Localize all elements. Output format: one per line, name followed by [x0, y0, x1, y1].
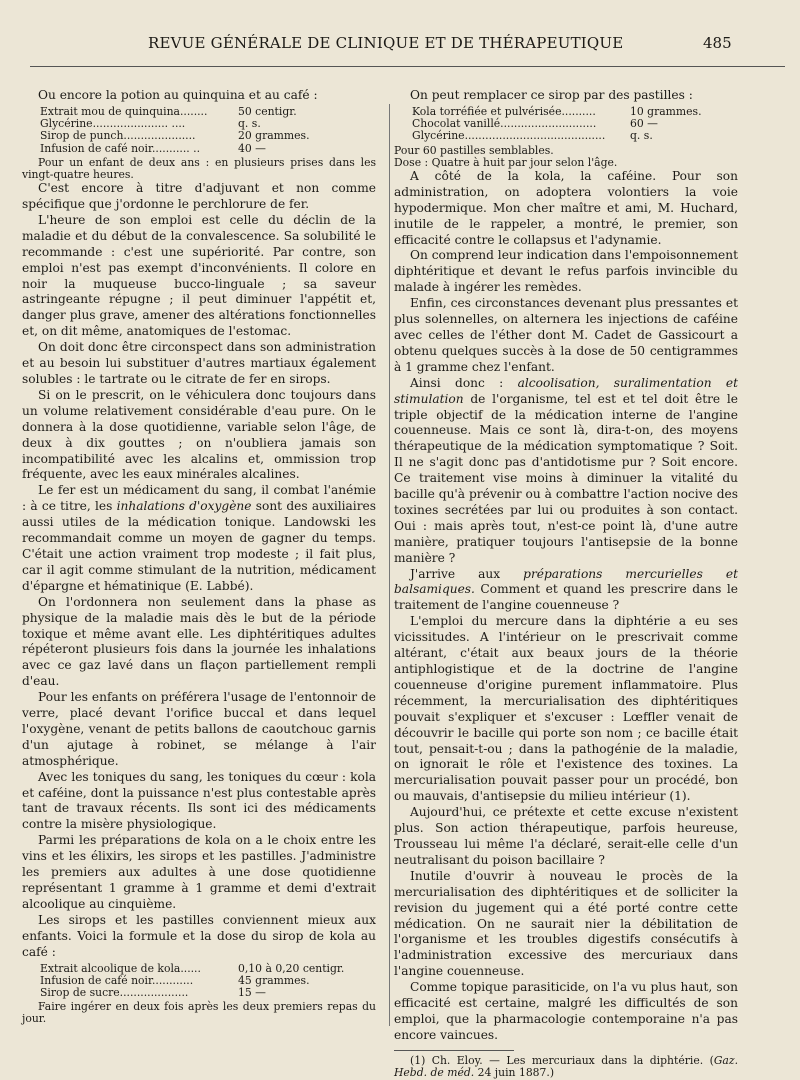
recipe-quantity: q. s.	[238, 117, 261, 131]
paragraph: Inutile d'ouvrir à nouveau le procès de la mercurialisation des diphtéritiques et de solliciter la revision du jugement qui a été porté contre cette médication. On ne saurait nier la débilitation de l'organisme et les troubles digestifs consécutifs à l'administration excessive des mercuriaux dans l'angine couenneuse.	[394, 868, 738, 979]
italic-term: inhalations d'oxygène	[116, 499, 252, 514]
recipe-ingredient: Glycérine.........................................	[412, 129, 606, 143]
recipe-ingredient: Chocolat vanillé............................	[412, 117, 597, 131]
recipe-ingredient: Infusion de café noir............	[40, 973, 194, 987]
page-header	[0, 34, 800, 58]
paragraph: L'heure de son emploi est celle du déclin de la maladie et du début de la convalescence. Sa solubilité le recommande : c'est une supériorité. Par contre, son emploi n'est pas exempt d'inconvénients. Il colore en noir la muqueuse bucco-linguale ; sa saveur astringeante répugne ; il peut diminuer l'appétit et, danger plus grave, amener des altérations fonctionnelles et, on dit même, anatomiques de l'estomac.	[22, 212, 376, 339]
text-run: J'arrive aux	[410, 566, 524, 581]
text-run: de l'organisme, tel est et tel doit être le triple objectif de la médication interne de l'angine couenneuse. Mais ce sont là, dira-t-on, des moyens thérapeutique de la médication symptomatique ? Soit. Il ne s'agit donc pas d'antidotisme pur ? Soit encore. Ce traitement vise moins à diminuer la vitalité du bacille qu'à prévenir ou à combattre l'action nocive des toxines secrétées par lui ou produites à son contact. Oui : mais après tout, n'est-ce point là, d'une autre manière, pratiquer toujours l'antisepsie de la bonne manière ?	[394, 391, 738, 565]
paragraph: Pour les enfants on préférera l'usage de l'entonnoir de verre, placé devant l'orifice buccal et dans lequel l'oxygène, venant de petits ballons de caoutchouc garnis d'un ajutage à robinet, se mélange à l'air atmosphérique.	[22, 690, 376, 768]
recipe-ingredient: Extrait alcoolique de kola......	[40, 961, 201, 975]
recipe-quantity: 0,10 à 0,20 centigr.	[238, 961, 345, 975]
paragraph: C'est encore à titre d'adjuvant et non comme spécifique que j'ordonne le perchlorure de fer.	[22, 181, 376, 212]
text-run: 24 juin 1887.)	[474, 1066, 555, 1080]
paragraph: Les sirops et les pastilles conviennent mieux aux enfants. Voici la formule et la dose du sirop de kola au café :	[22, 912, 376, 959]
recipe-quantity: q. s.	[630, 129, 653, 143]
italic-term: Gaz. Hebd. de méd.	[394, 1053, 738, 1080]
paragraph: A côté de la kola, la caféine. Pour son administration, on adoptera volontiers la voie hypodermique. Mon cher maître et ami, M. Huchard, inutile de le rappeler, a montré, le premier, son efficacité contre le collapsus et l'adynamie.	[394, 168, 738, 247]
recipe-line	[40, 143, 376, 155]
recipe-line	[40, 130, 376, 142]
left-column	[22, 88, 376, 1026]
text-run: Ainsi donc :	[410, 375, 518, 390]
page-number: 485	[703, 34, 732, 52]
recipe-quantity: 15 —	[238, 985, 266, 999]
recipe-quantity: 60 —	[630, 117, 658, 131]
text-run: Le fer est un médicament du sang, il combat l'anémie : à ce titre, les	[22, 483, 376, 514]
paragraph: Avec les toniques du sang, les toniques du cœur : kola et caféine, dont la puissance n'est plus contestable après tant de travaux récents. Ils sont ici des médicaments contre la misère physiologique.	[22, 769, 376, 832]
recipe-ingredient: Sirop de punch.....................	[40, 129, 196, 143]
recipe-kola-pastilles	[412, 106, 738, 143]
recipe-quantity: 40 —	[238, 141, 266, 155]
paragraph: On l'ordonnera non seulement dans la phase as physique de la maladie mais dès le but de la période toxique et même avant elle. Les diphtéritiques adultes répéteront plusieurs fois dans la journée les inhalations avec ce gaz lavé dans un flaçon partiellement rempli d'eau.	[22, 594, 376, 689]
recipe-note: Pour 60 pastilles semblables.	[394, 143, 554, 157]
footnote-rule	[394, 1050, 514, 1051]
paragraph: Ou encore la potion au quinquina et au café :	[38, 88, 318, 102]
recipe-note: Pour un enfant de deux ans : en plusieurs prises dans les vingt-quatre heures.	[22, 155, 376, 181]
paragraph	[394, 567, 738, 615]
text-run: Comment et quand les prescrire dans le traitement de l'angine couenneuse ?	[394, 582, 738, 613]
recipe-line	[412, 130, 738, 142]
recipe-quantity: 45 grammes.	[238, 973, 310, 987]
recipe-dose-note: Dose : Quatre à huit par jour selon l'âge.	[394, 155, 618, 169]
recipe-quantity: 20 grammes.	[238, 129, 310, 143]
recipe-ingredient: Glycérine...................... ....	[40, 117, 186, 131]
recipe-quantity: 50 centigr.	[238, 104, 297, 118]
recipe-line	[40, 987, 376, 999]
paragraph: Enfin, ces circonstances devenant plus pressantes et plus solennelles, on alternera les injections de caféine avec celles de l'éther dont M. Cadet de Gassicourt a obtenu quelques succès à la dose de 50 centigrammes à 1 gramme chez l'enfant.	[394, 296, 738, 374]
right-column	[394, 88, 738, 1080]
footnote	[394, 1055, 738, 1080]
recipe-ingredient: Kola torréfiée et pulvérisée..........	[412, 104, 596, 118]
paragraph: Parmi les préparations de kola on a le choix entre les vins et les élixirs, les sirops et les pastilles. J'administre les premiers aux adultes à une dose quotidienne représentant 1 gramme à 1 gramme et demi d'extrait alcoolique au cinquième.	[22, 833, 376, 911]
recipe-line	[40, 963, 376, 975]
recipe-ingredient: Sirop de sucre....................	[40, 985, 189, 999]
italic-term: préparations mercurielles et balsamiques.	[394, 566, 738, 597]
italic-term: alcoolisation, suralimentation et stimulation	[394, 375, 738, 406]
recipe-quinquina	[40, 106, 376, 155]
recipe-ingredient: Extrait mou de quinquina........	[40, 104, 208, 118]
column-divider	[389, 104, 390, 1026]
header-rule	[30, 66, 785, 67]
recipe-ingredient: Infusion de café noir........... ..	[40, 141, 201, 155]
text-run: (1) Ch. Eloy. — Les mercuriaux dans la diphtérie. (	[410, 1053, 714, 1067]
paragraph: On doit donc être circonspect dans son administration et au besoin lui substituer d'autres martiaux également solubles : le tartrate ou le citrate de fer en sirops.	[22, 340, 376, 386]
paragraph: L'emploi du mercure dans la diphtérie a eu ses vicissitudes. A l'intérieur on le prescrivait comme altérant, c'était aux beaux jours de la théorie antiphlogistique et de la doctrine de l'angine couenneuse d'origine purement inflammatoire. Plus récemment, la mercurialisation des diphtéritiques pouvait s'expliquer et s'excuser : Lœffler venait de découvrir le bacille qui porte son nom ; ce bacille était tout, pensait-t-ou ; dans la pathogénie de la maladie, on ignorait le rôle et l'existence des toxines. La mercurialisation pouvait passer pour un procédé, bon ou mauvais, d'antisepsie du milieu intérieur (1).	[394, 614, 738, 804]
paragraph: Aujourd'hui, ce prétexte et cette excuse n'existent plus. Son action thérapeutique, parfois heureuse, Trousseau lui même l'a déclaré, serait-elle celle d'un neutralisant du poison bacillaire ?	[394, 805, 738, 867]
paragraph: On peut remplacer ce sirop par des pastilles :	[410, 88, 693, 102]
recipe-kola-syrup	[40, 963, 376, 1000]
paragraph	[394, 376, 738, 567]
paragraph	[22, 483, 376, 594]
running-title: REVUE GÉNÉRALE DE CLINIQUE ET DE THÉRAPEUTIQUE	[148, 34, 624, 52]
paragraph: Comme topique parasiticide, on l'a vu plus haut, son efficacité est certaine, malgré les difficultés de son emploi, que la pharmacologie contemporaine n'a pas encore vaincues.	[394, 980, 738, 1042]
recipe-note: Faire ingérer en deux fois après les deux premiers repas du jour.	[22, 1000, 376, 1026]
paragraph: On comprend leur indication dans l'empoisonnement diphtéritique et devant le refus parfois invincible du malade à ingérer les remèdes.	[394, 248, 738, 295]
text-run: sont des auxiliaires aussi utiles de la médication tonique. Landowski les recommandait comme un moyen de gagner du temps. C'était une action vraiment trop modeste ; il fait plus, car il agit comme stimulant de la nutrition, médicament d'épargne et hématinique (E. Labbé).	[22, 499, 376, 593]
recipe-quantity: 10 grammes.	[630, 104, 702, 118]
paragraph: Si on le prescrit, on le véhiculera donc toujours dans un volume relativement considérable d'eau pure. On le donnera à la dose quotidienne, variable selon l'âge, de deux à dix gouttes ; on n'oubliera jamais son incompatibilité avec les alcalins et, ommission trop fréquente, avec les eaux minérales alcalines.	[22, 387, 376, 482]
